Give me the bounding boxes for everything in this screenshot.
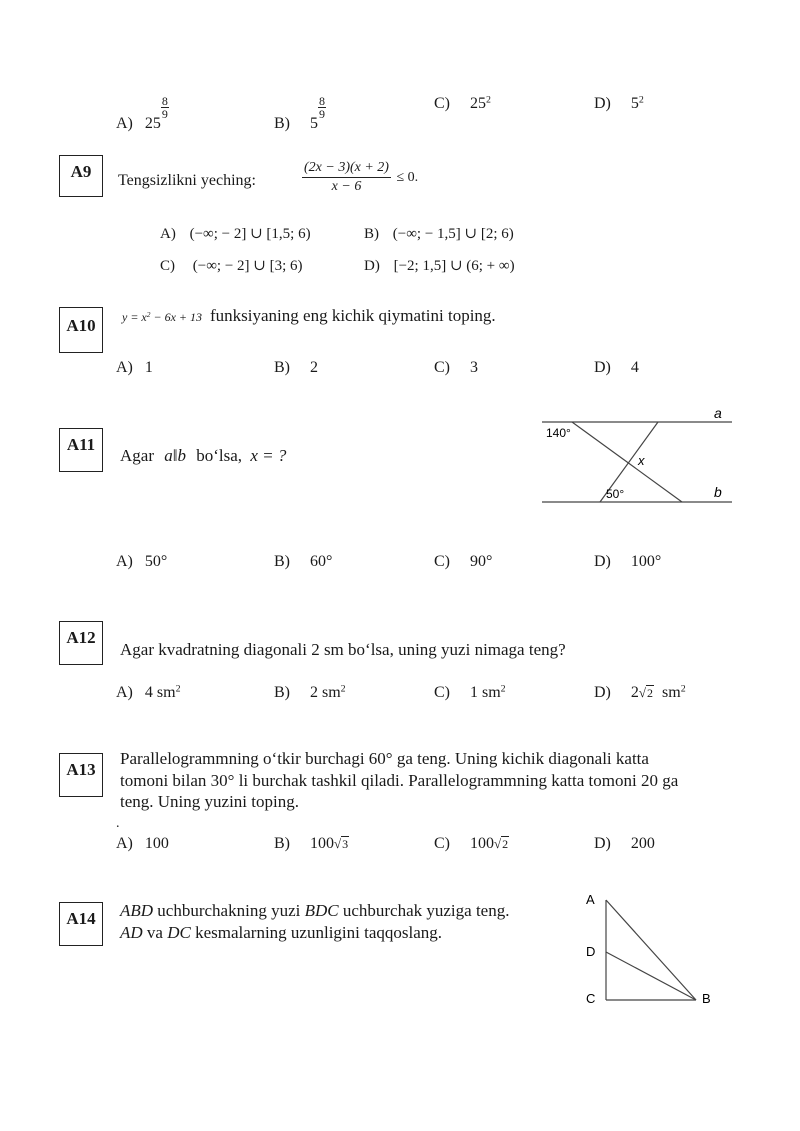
triangle-figure — [580, 890, 720, 1015]
a9-prompt: Tengsizlikni yeching: — [118, 172, 256, 189]
vertex-d-label: D — [586, 944, 596, 959]
a11-option-a: A) 50° — [116, 553, 168, 570]
prev-option-b: B) 5 $\frac{8}{9}$ — [274, 94, 325, 132]
a10-option-a: A) 1 — [116, 359, 153, 376]
question-number-a9: A9 — [59, 155, 103, 197]
angle-top-label: 140° — [546, 426, 571, 440]
transversal-1 — [572, 422, 682, 502]
exponent-fraction: $\frac{8}{9}$ — [319, 94, 325, 121]
vertex-c-label: C — [586, 991, 596, 1006]
sqrt-symbol: √2 — [494, 836, 509, 851]
parallel-lines-figure — [538, 402, 738, 512]
line-a-label: a — [714, 405, 722, 421]
vertex-a-label: A — [586, 892, 595, 907]
vertex-b-label: B — [702, 991, 711, 1006]
a13-option-b: B) 100√3 — [274, 835, 349, 852]
a9-option-d: D) [−2; 1,5] ∪ (6; + ∞) — [364, 258, 515, 274]
a10-option-c: C) 3 — [434, 359, 478, 376]
line-b-label: b — [714, 484, 722, 500]
a12-option-b: B) 2 $sm^2$ — [274, 683, 346, 701]
question-number-a12: A12 — [59, 621, 103, 665]
a11-option-c: C) 90° — [434, 553, 493, 570]
a10-option-d: D) 4 — [594, 359, 639, 376]
a14-prompt — [120, 900, 509, 944]
prev-option-a: A) 25 $\frac{8}{9}$ — [116, 94, 168, 132]
a10-formula: $y = x^2 - 6x + 13$ — [122, 309, 202, 324]
angle-x-label: x — [638, 453, 645, 468]
a11-option-d: D) 100° — [594, 553, 662, 570]
a13-option-c: C) 100√2 — [434, 835, 509, 852]
a14-line-1: ABD uchburchakning yuzi BDC uchburchak yuziga teng. — [120, 901, 510, 920]
a9-option-a: A) (−∞; − 2] ∪ [1,5; 6) — [160, 226, 311, 242]
a9-option-b: B) (−∞; − 1,5] ∪ [2; 6) — [364, 226, 514, 242]
question-number-a10: A10 — [59, 307, 103, 353]
a13-option-a: A) 100 — [116, 835, 169, 852]
a9-option-c: C) (−∞; − 2] ∪ [3; 6) — [160, 258, 303, 274]
a13-line-2: tomoni bilan 30° li burchak tashkil qiladi. Parallelogrammning katta tomoni 20 ga — [120, 770, 679, 790]
question-number-a14: A14 — [59, 902, 103, 946]
a9-fraction: $\frac{(2x - 3)(x + 2)}{x - 6}$ ≤ 0. — [304, 160, 419, 194]
a11-prompt: Agar a‖b bo‘lsa, x = ? — [120, 446, 287, 465]
a13-line-3: teng. Uning yuzini toping. — [120, 792, 299, 811]
prev-option-c: C) $25^2$ — [434, 94, 491, 112]
question-number-a13: A13 — [59, 753, 103, 797]
sqrt-symbol: √3 — [334, 836, 349, 851]
a13-option-d: D) 200 — [594, 835, 655, 852]
a12-prompt: Agar kvadratning diagonali 2 sm bo‘lsa, uning yuzi nimaga teng? — [120, 640, 566, 659]
segment-ab — [606, 900, 696, 1000]
stray-dot: . — [116, 816, 120, 831]
angle-bottom-label: 50° — [606, 487, 625, 501]
segment-db — [606, 952, 696, 1000]
a13-line-1: Parallelogrammning o‘tkir burchagi 60° ga teng. Uning kichik diagonali katta — [120, 749, 649, 768]
a14-line-2: AD va DC kesmalarning uzunligini taqqoslang. — [120, 923, 443, 942]
question-number-a11: A11 — [59, 428, 103, 472]
a13-prompt — [120, 748, 760, 813]
prev-option-d: D) $5^2$ — [594, 94, 644, 112]
a12-option-d: D) 2√2 $sm^2$ — [594, 683, 686, 701]
a10-prompt: $y = x^2 - 6x + 13$ funksiyaning eng kichik qiymatini toping. — [122, 306, 496, 325]
a12-option-c: C) 1 $sm^2$ — [434, 683, 506, 701]
exponent-fraction: $\frac{8}{9}$ — [161, 94, 168, 121]
sqrt-symbol: √2 — [638, 685, 654, 700]
a11-option-b: B) 60° — [274, 553, 333, 570]
a10-option-b: B) 2 — [274, 359, 318, 376]
a12-option-a: A) 4 $sm^2$ — [116, 683, 181, 701]
